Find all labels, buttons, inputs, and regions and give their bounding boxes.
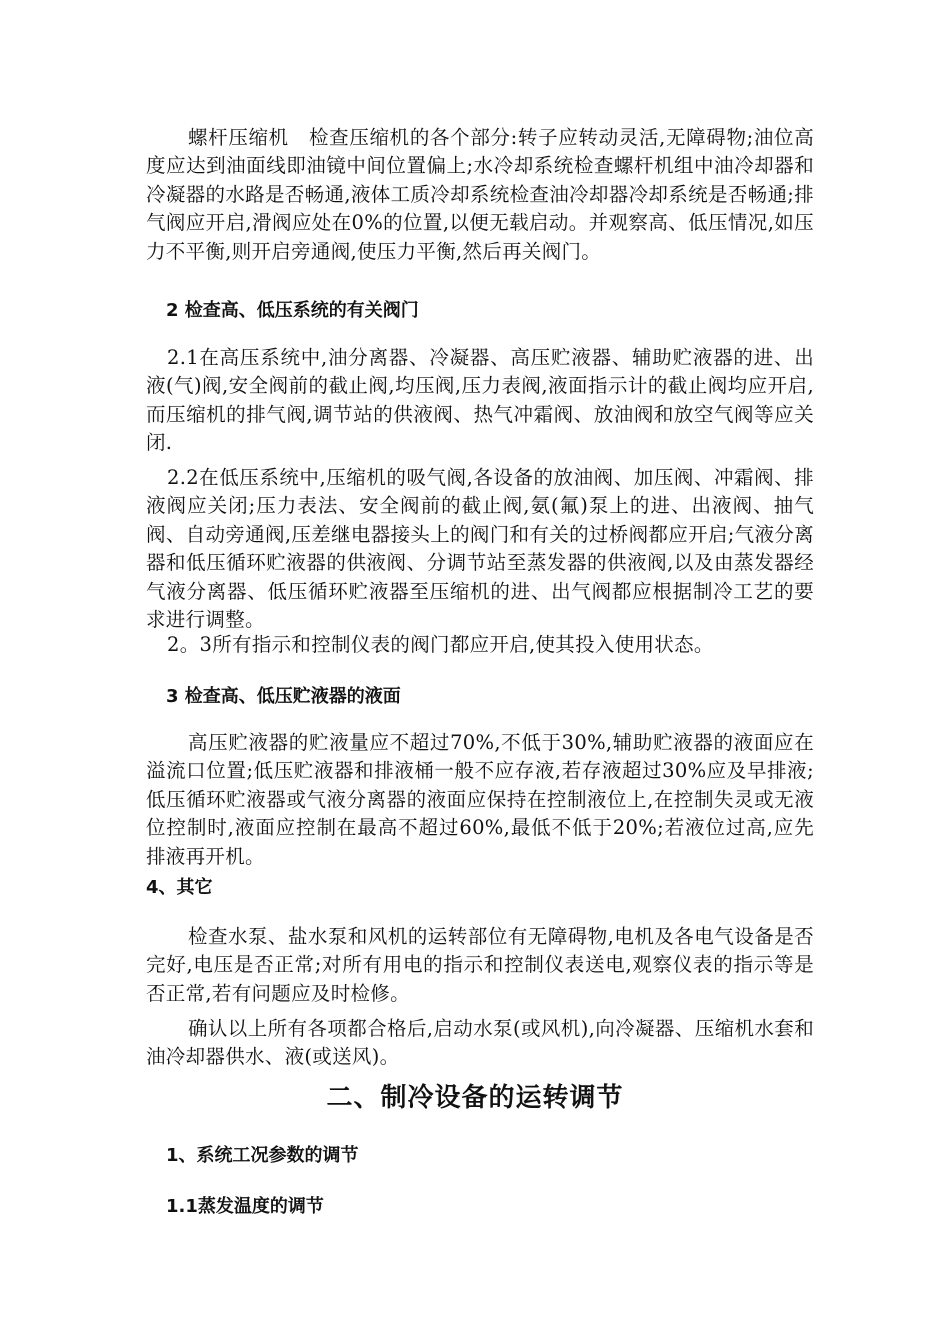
section-heading-2: 2 检查高、低压系统的有关阀门 [166, 300, 419, 321]
subsection-heading-1: 1、系统工况参数的调节 [166, 1145, 359, 1166]
paragraph-4-check: 检查水泵、盐水泵和风机的运转部位有无障碍物,电机及各电气设备是否完好,电压是否正常;对所有用电的指示和控制仪表送电,观察仪表的指示等是否正常,若有问题应及时检修。 [146, 925, 814, 1005]
subsection-heading-1-1: 1.1蒸发温度的调节 [166, 1196, 324, 1217]
chapter-title: 二、制冷设备的运转调节 [326, 1083, 624, 1113]
paragraph-3: 高压贮液器的贮液量应不超过70%,不低于30%,辅助贮液器的液面应在溢流口位置;低压贮液器和排液桶一般不应存液,若存液超过30%应及早排液;低压循环贮液器或气液分离器的液面应保持在控制液位上,在控制失灵或无液位控制时,液面应控制在最高不超过60%,最低不低于20%;若液位过高,应先排液再开机。 [146, 731, 814, 868]
paragraph-screw-compressor: 螺杆压缩机 检查压缩机的各个部分:转子应转动灵活,无障碍物;油位高度应达到油面线即油镜中间位置偏上;水冷却系统检查螺杆机组中油冷却器和冷凝器的水路是否畅通,液体工质冷却系统检查油冷却器冷却系统是否畅通;排气阀应开启,滑阀应处在0%的位置,以便无载启动。并观察高、低压情况,如压力不平衡,则开启旁通阀,使压力平衡,然后再关阀门。 [146, 126, 814, 263]
paragraph-2-2: 2.2在低压系统中,压缩机的吸气阀,各设备的放油阀、加压阀、冲霜阀、排液阀应关闭;压力表法、安全阀前的截止阀,氨(氟)泵上的进、出液阀、抽气阀、自动旁通阀,压差继电器接头上的阀门和有关的过桥阀都应开启;气液分离器和低压循环贮液器的供液阀、分调节站至蒸发器的供液阀,以及由蒸发器经气液分离器、低压循环贮液器至压缩机的进、出气阀都应根据制冷工艺的要求进行调整。 [146, 466, 814, 632]
section-heading-3: 3 检查高、低压贮液器的液面 [166, 686, 401, 707]
paragraph-2-1: 2.1在高压系统中,油分离器、冷凝器、高压贮液器、辅助贮液器的进、出液(气)阀,安全阀前的截止阀,均压阀,压力表阀,液面指示计的截止阀均应开启,而压缩机的排气阀,调节站的供液阀、热气冲霜阀、放油阀和放空气阀等应关闭. [146, 346, 814, 455]
paragraph-4-confirm: 确认以上所有各项都合格后,启动水泵(或风机),向冷凝器、压缩机水套和油冷却器供水、液(或送风)。 [146, 1017, 814, 1069]
section-heading-4: 4、其它 [146, 877, 213, 898]
paragraph-2-3: 2。3所有指示和控制仪表的阀门都应开启,使其投入使用状态。 [167, 633, 714, 656]
